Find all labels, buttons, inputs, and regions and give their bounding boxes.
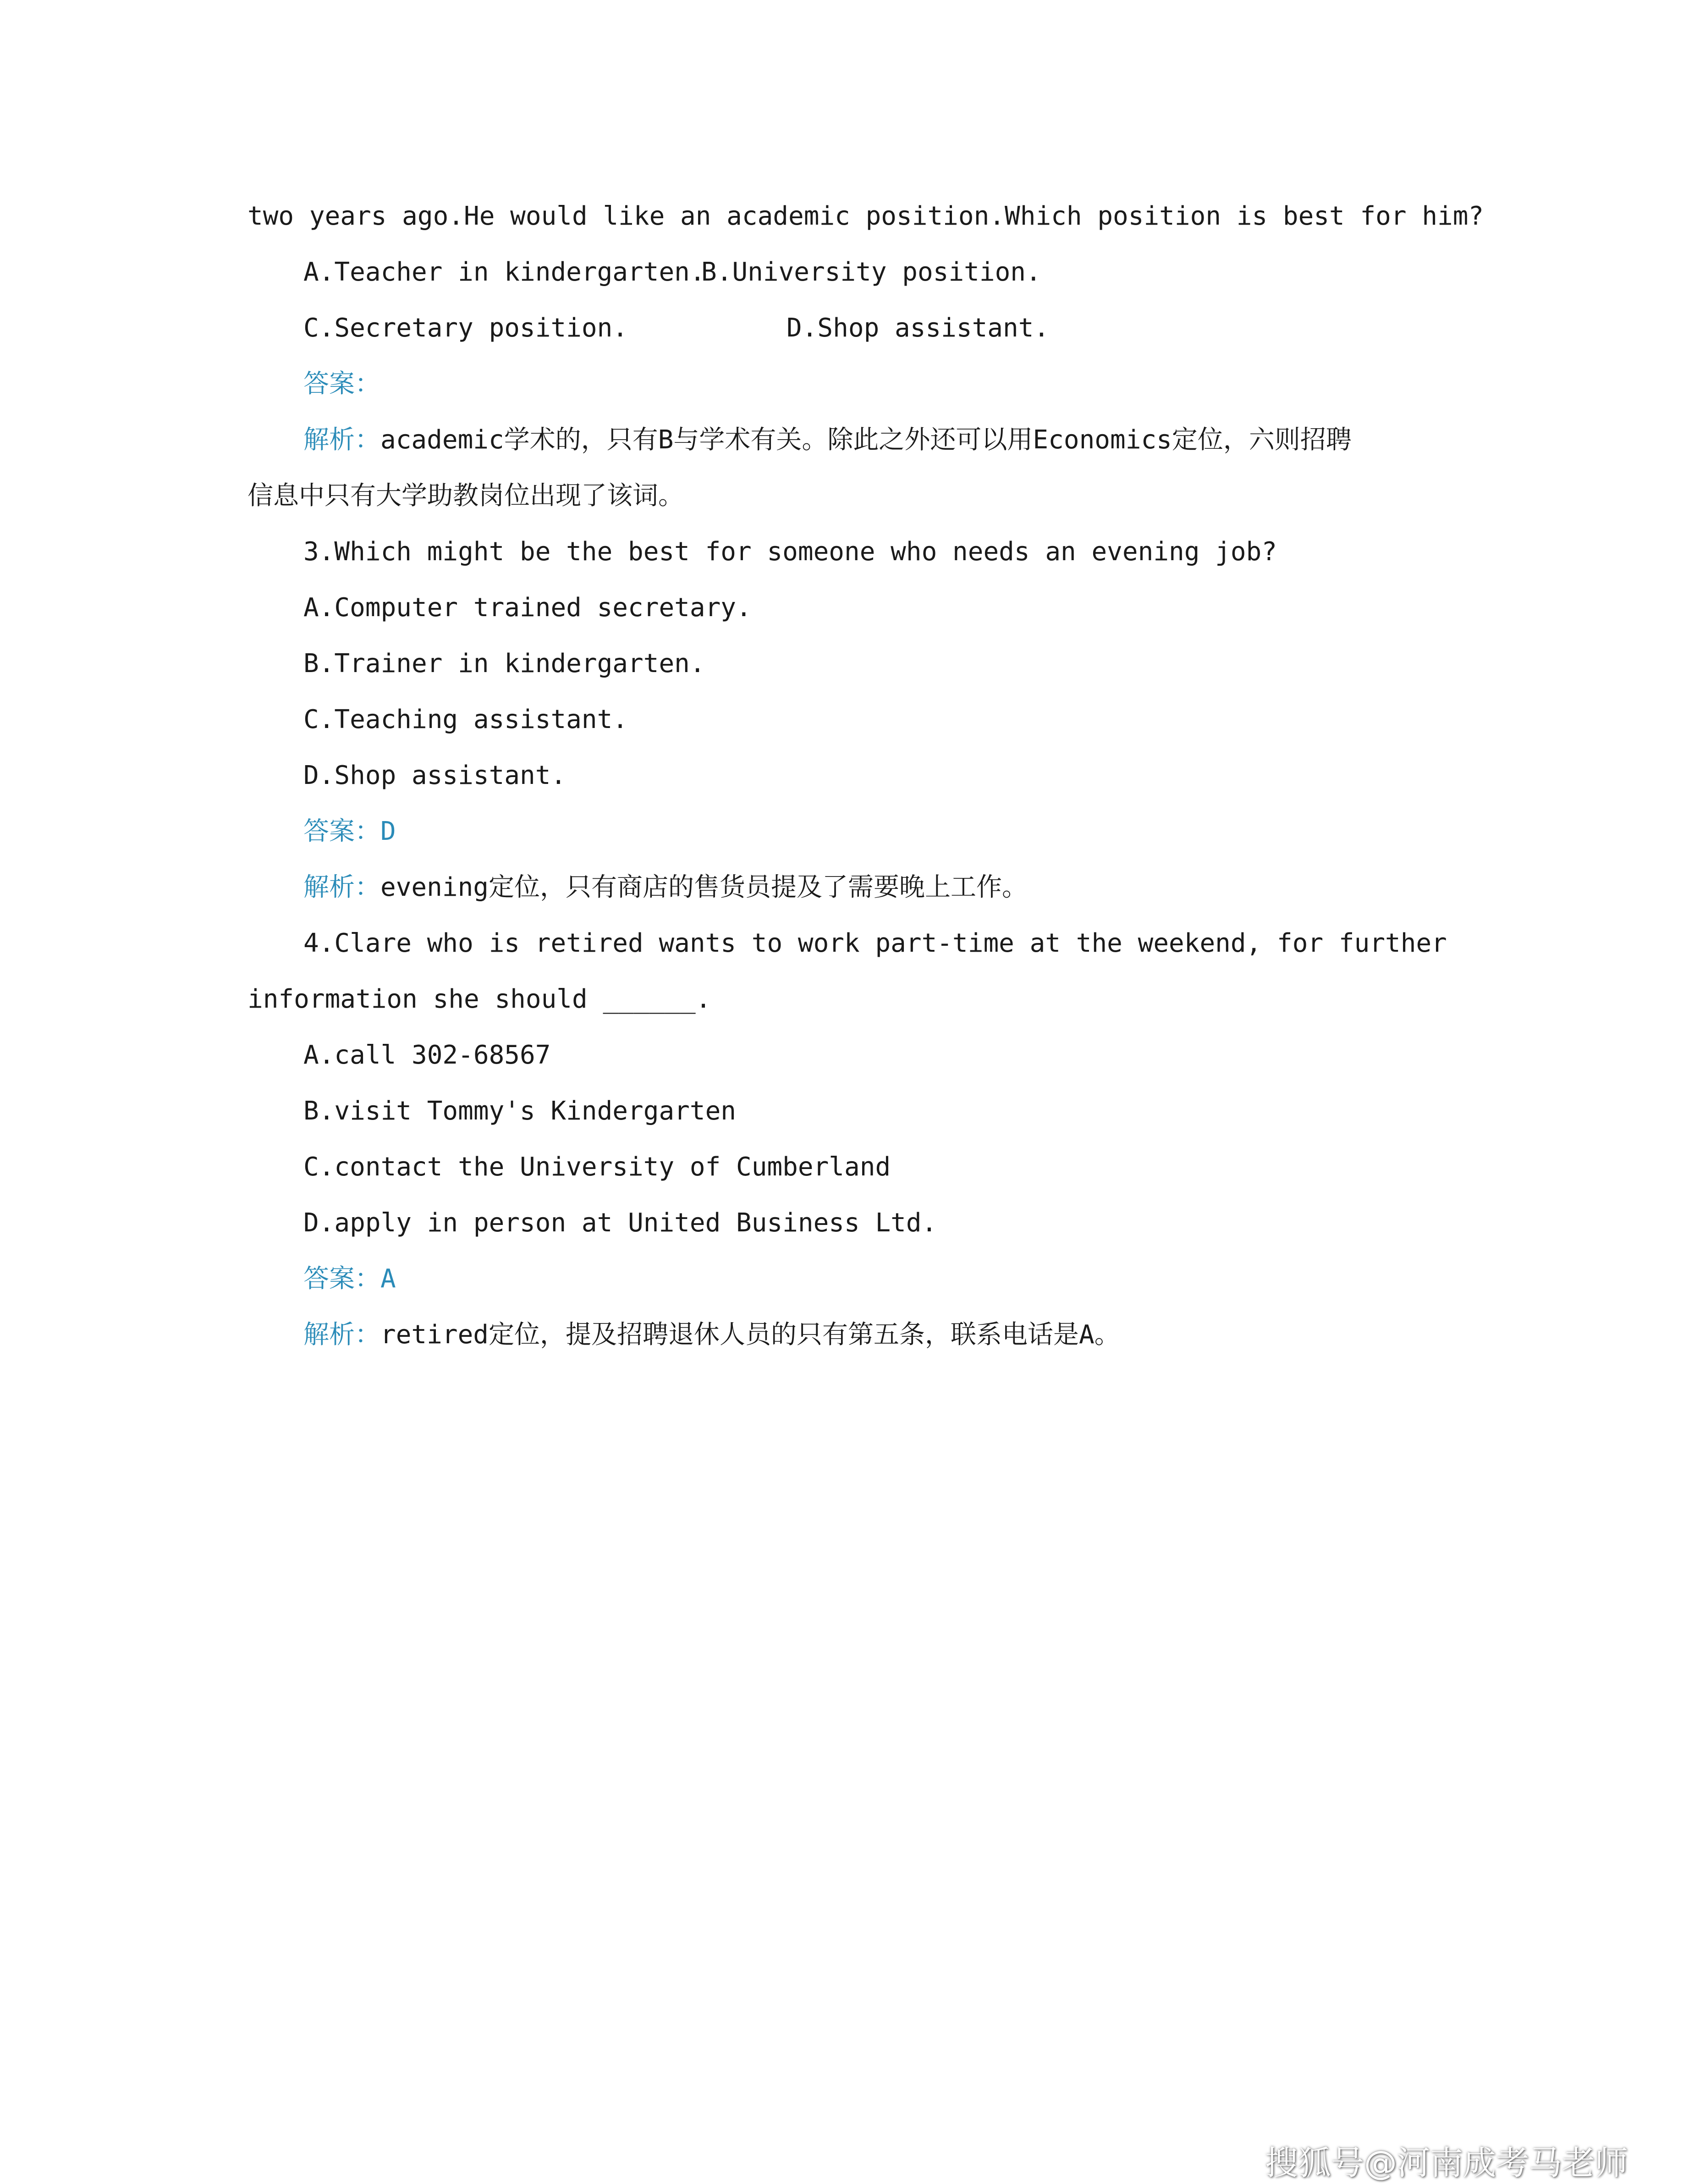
question-2-stem-tail: two years ago.He would like an academic position.Which position is best for him? [248,201,1484,231]
question-4-option-a: A.call 302-68567 [303,1040,551,1070]
question-4-option-c: C.contact the University of Cumberland [303,1152,891,1182]
question-4-option-d: D.apply in person at United Business Ltd. [303,1208,937,1238]
question-2-option-d: D.Shop assistant. [786,313,1050,343]
question-3-stem: 3.Which might be the best for someone who needs an evening job? [303,537,1277,567]
answer-label: 答案： [303,816,380,846]
question-3-option-c: C.Teaching assistant. [303,705,628,734]
question-2-analysis-line-1 [303,427,1352,453]
question-3-analysis [303,872,1028,902]
question-4-stem-line-1: 4.Clare who is retired wants to work part-time at the weekend, for further [303,928,1447,958]
answer-label: 答案： [303,1264,380,1294]
question-3-option-d: D.Shop assistant. [303,761,566,790]
question-2-option-b: B.University position. [701,257,1041,287]
question-2-analysis-line-2: 信息中只有大学助教岗位出现了该词。 [248,481,684,511]
answer-value: D [380,816,396,846]
answer-label: 答案： [303,369,380,399]
question-4-answer [303,1266,396,1292]
question-2-answer [303,371,380,397]
watermark: 搜狐号@河南成考马老师 [1265,2144,1628,2182]
question-4-stem-line-2: information she should ______. [248,984,711,1014]
analysis-text: academic学术的，只有B与学术有关。除此之外还可以用Economics定位，六则招聘 [380,425,1352,455]
question-3-option-a: A.Computer trained secretary. [303,593,752,623]
analysis-text: retired定位，提及招聘退休人员的只有第五条，联系电话是A。 [380,1320,1120,1350]
question-4-option-b: B.visit Tommy's Kindergarten [303,1096,737,1126]
question-4-analysis [303,1322,1120,1348]
analysis-text: evening定位，只有商店的售货员提及了需要晚上工作。 [380,872,1028,902]
analysis-label: 解析： [303,1320,380,1350]
answer-value: A [380,1264,396,1294]
analysis-label: 解析： [303,425,380,455]
question-2-option-a: A.Teacher in kindergarten. [303,257,705,287]
question-3-option-b: B.Trainer in kindergarten. [303,649,705,678]
question-3-answer [303,816,396,846]
question-2-option-c: C.Secretary position. [303,313,628,343]
analysis-label: 解析： [303,872,380,902]
